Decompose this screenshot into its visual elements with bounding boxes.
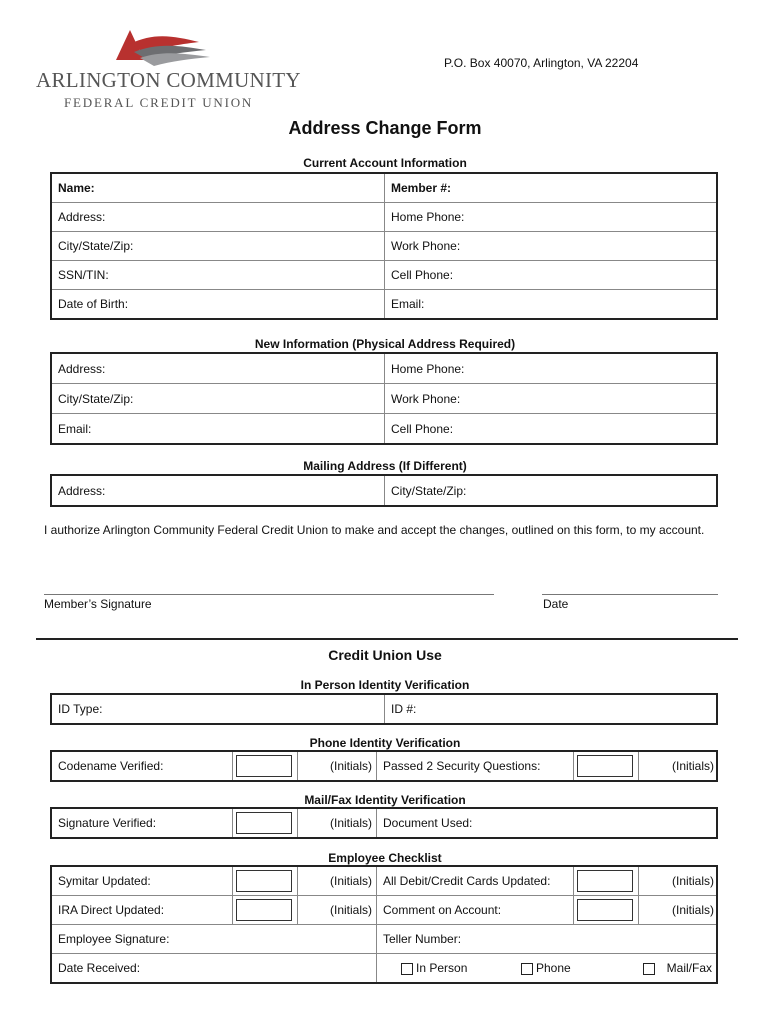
current-table — [50, 172, 718, 320]
mailing-table — [50, 474, 718, 507]
passed-questions-label: Passed 2 Security Questions: — [377, 751, 574, 781]
cell-phone-field[interactable]: Cell Phone: — [385, 261, 718, 290]
option-phone[interactable]: Phone — [521, 961, 631, 975]
teller-number-field[interactable]: Teller Number: — [377, 925, 718, 954]
codename-initials-box[interactable] — [236, 755, 292, 777]
cards-initials-box[interactable] — [577, 870, 633, 892]
new-address-field[interactable]: Address: — [51, 353, 385, 384]
initials-label: (Initials) — [298, 751, 377, 781]
table-row — [51, 925, 717, 954]
new-info-table — [50, 352, 718, 445]
divider — [36, 638, 738, 640]
table-row — [51, 896, 717, 925]
initials-label: (Initials) — [298, 896, 377, 925]
member-signature-label: Member’s Signature — [44, 597, 152, 611]
table-row — [51, 694, 717, 724]
ssn-field[interactable]: SSN/TIN: — [51, 261, 385, 290]
table-row — [51, 232, 717, 261]
member-number-field[interactable]: Member #: — [385, 173, 718, 203]
option-in-person[interactable]: In Person — [401, 961, 521, 975]
email-field[interactable]: Email: — [385, 290, 718, 320]
initials-label: (Initials) — [639, 751, 718, 781]
comment-initials-box[interactable] — [577, 899, 633, 921]
table-row — [51, 384, 717, 414]
mailfax-heading: Mail/Fax Identity Verification — [304, 793, 466, 807]
symitar-initials-box[interactable] — [236, 870, 292, 892]
new-email-field[interactable]: Email: — [51, 414, 385, 445]
table-row — [51, 866, 717, 896]
codename-label: Codename Verified: — [51, 751, 233, 781]
new-work-phone-field[interactable]: Work Phone: — [385, 384, 718, 414]
date-received-field[interactable]: Date Received: — [51, 954, 377, 984]
passed-initials-cell — [574, 751, 639, 781]
table-row — [51, 353, 717, 384]
symitar-initials-cell — [233, 866, 298, 896]
phone-table — [50, 750, 718, 782]
mailing-address-field[interactable]: Address: — [51, 475, 385, 506]
name-field[interactable]: Name: — [51, 173, 385, 203]
id-type-field[interactable]: ID Type: — [51, 694, 385, 724]
current-heading: Current Account Information — [303, 156, 467, 170]
cards-initials-cell — [574, 866, 639, 896]
table-row — [51, 751, 717, 781]
cards-updated-label: All Debit/Credit Cards Updated: — [377, 866, 574, 896]
logo-line2: FEDERAL CREDIT UNION — [64, 95, 254, 110]
logo-line1: ARLINGTON COMMUNITY — [36, 68, 301, 92]
ira-initials-cell — [233, 896, 298, 925]
in-person-table — [50, 693, 718, 725]
initials-label: (Initials) — [639, 896, 718, 925]
po-box: P.O. Box 40070, Arlington, VA 22204 — [444, 56, 639, 70]
logo — [34, 22, 301, 114]
mailing-heading: Mailing Address (If Different) — [303, 459, 467, 473]
table-row — [51, 290, 717, 320]
new-cell-phone-field[interactable]: Cell Phone: — [385, 414, 718, 445]
new-home-phone-field[interactable]: Home Phone: — [385, 353, 718, 384]
ira-initials-box[interactable] — [236, 899, 292, 921]
date-label: Date — [543, 597, 569, 611]
id-number-field[interactable]: ID #: — [385, 694, 718, 724]
signature-initials-cell — [233, 808, 298, 838]
table-row — [51, 475, 717, 506]
new-info-heading: New Information (Physical Address Required) — [254, 337, 516, 351]
address-field[interactable]: Address: — [51, 203, 385, 232]
member-signature-line[interactable] — [44, 594, 494, 595]
passed-initials-box[interactable] — [577, 755, 633, 777]
initials-label: (Initials) — [298, 808, 377, 838]
table-row — [51, 173, 717, 203]
home-phone-field[interactable]: Home Phone: — [385, 203, 718, 232]
checkbox-icon[interactable] — [643, 963, 655, 975]
table-row — [51, 414, 717, 445]
dob-field[interactable]: Date of Birth: — [51, 290, 385, 320]
symitar-label: Symitar Updated: — [51, 866, 233, 896]
document-used-field[interactable]: Document Used: — [377, 808, 718, 838]
signature-verified-label: Signature Verified: — [51, 808, 233, 838]
phone-heading: Phone Identity Verification — [309, 736, 461, 750]
method-options — [377, 954, 718, 984]
checklist-heading: Employee Checklist — [328, 851, 442, 865]
checkbox-icon[interactable] — [521, 963, 533, 975]
new-city-state-zip-field[interactable]: City/State/Zip: — [51, 384, 385, 414]
mailfax-table — [50, 807, 718, 839]
checkbox-icon[interactable] — [401, 963, 413, 975]
city-state-zip-field[interactable]: City/State/Zip: — [51, 232, 385, 261]
codename-initials-cell — [233, 751, 298, 781]
option-mailfax[interactable]: Mail/Fax — [643, 961, 712, 975]
date-line[interactable] — [542, 594, 718, 595]
initials-label: (Initials) — [639, 866, 718, 896]
table-row — [51, 808, 717, 838]
initials-label: (Initials) — [298, 866, 377, 896]
credit-union-use-heading: Credit Union Use — [328, 647, 442, 663]
authorization-text: I authorize Arlington Community Federal Credit Union to make and accept the changes, outlined on this form, to my account. — [44, 523, 705, 537]
checklist-table — [50, 865, 718, 984]
flag-swoosh-icon — [34, 22, 284, 70]
work-phone-field[interactable]: Work Phone: — [385, 232, 718, 261]
in-person-heading: In Person Identity Verification — [300, 678, 470, 692]
employee-signature-field[interactable]: Employee Signature: — [51, 925, 377, 954]
signature-initials-box[interactable] — [236, 812, 292, 834]
mailing-city-state-zip-field[interactable]: City/State/Zip: — [385, 475, 718, 506]
page-title: Address Change Form — [288, 118, 482, 138]
comment-initials-cell — [574, 896, 639, 925]
table-row — [51, 261, 717, 290]
ira-label: IRA Direct Updated: — [51, 896, 233, 925]
comment-label: Comment on Account: — [377, 896, 574, 925]
table-row — [51, 954, 717, 984]
table-row — [51, 203, 717, 232]
